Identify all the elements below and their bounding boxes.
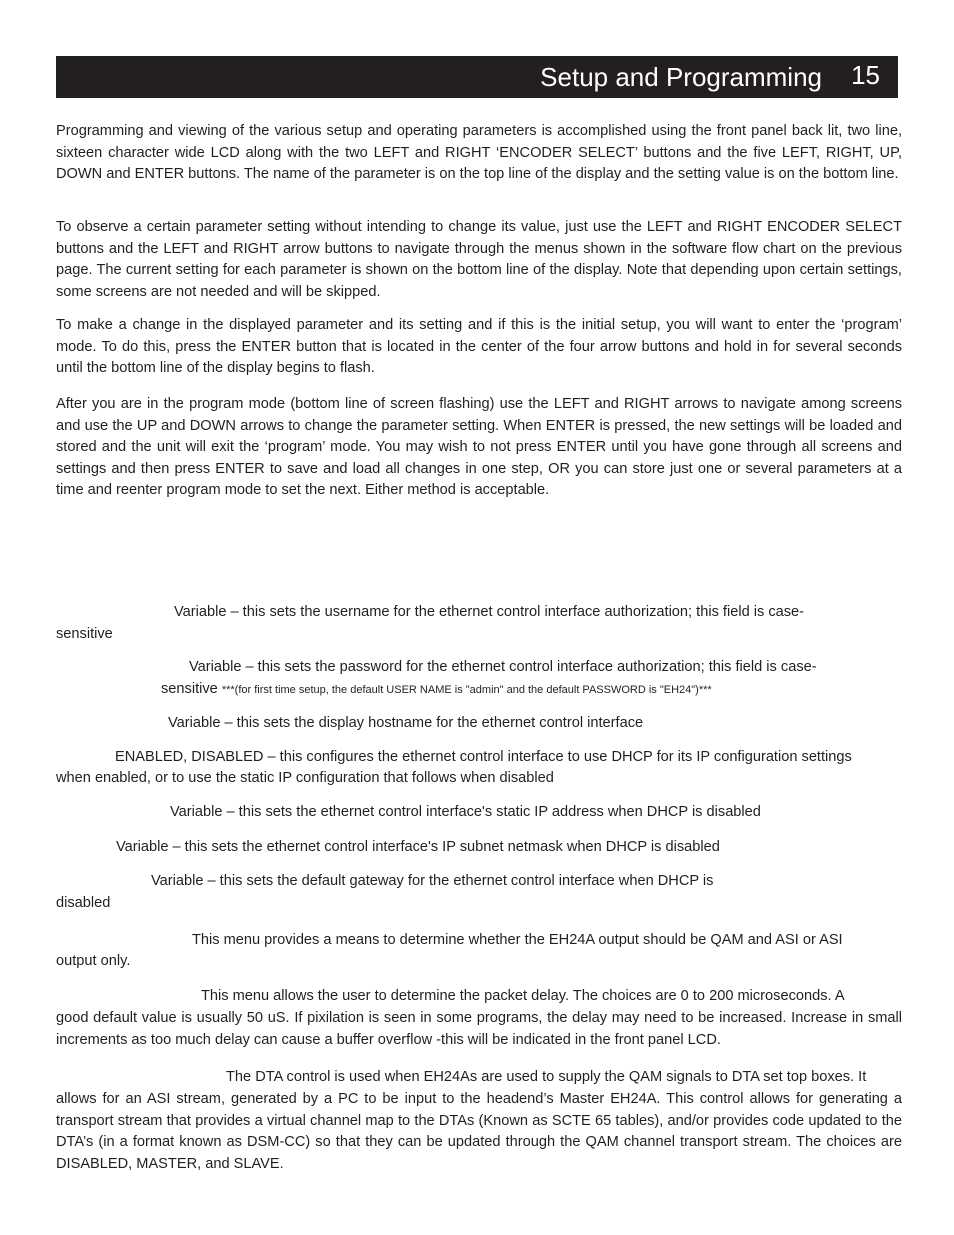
packet-delay-definition-body: good default value is usually 50 uS. If pixilation is seen in some programs, the delay may need to be increased. Increase in small increments as too much delay can cause a buffer overflow -this will be indicated in the front panel LCD. bbox=[56, 1010, 902, 1048]
gateway-definition-line1: Variable – this sets the default gateway for the ethernet control interface when DHCP is bbox=[151, 873, 714, 889]
username-definition-line2: sensitive bbox=[56, 626, 113, 642]
intro-paragraph-2: To observe a certain parameter setting without intending to change its value, just use the LEFT and RIGHT ENCODER SELECT buttons and the LEFT and RIGHT arrow buttons to navigate through the menus shown in the software flow chart on the previous page. The current setting for each parameter is shown on the bottom line of the display. Note that depending upon certain settings, some screens are not needed and will be skipped. bbox=[56, 219, 902, 300]
dta-control-definition-line1: The DTA control is used when EH24As are used to supply the QAM signals to DTA set top boxes. It bbox=[226, 1069, 867, 1085]
netmask-definition: Variable – this sets the ethernet control interface's IP subnet netmask when DHCP is disabled bbox=[116, 839, 720, 855]
intro-paragraph-4: After you are in the program mode (bottom line of screen flashing) use the LEFT and RIGHT arrows to navigate among screens and use the UP and DOWN arrows to change the parameter setting. When ENTER is pressed, the new settings will be loaded and stored and the unit will exit the ‘program’ mode. You may wish to not press ENTER until you have gone through all screens and settings and then press ENTER to save and load all changes in one step, OR you can store just one or several parameters at a time and reenter program mode to set the next. Either method is acceptable. bbox=[56, 396, 902, 498]
dhcp-definition-line2: when enabled, or to use the static IP configuration that follows when disabled bbox=[56, 770, 554, 786]
hostname-definition: Variable – this sets the display hostname for the ethernet control interface bbox=[168, 715, 644, 731]
header-bar bbox=[56, 56, 898, 98]
intro-paragraph-3: To make a change in the displayed parameter and its setting and if this is the initial setup, you will want to enter the ‘program’ mode. To do this, press the ENTER button that is located in the center of the four arrow buttons and hold in for several seconds until the bottom line of the display begins to flash. bbox=[56, 317, 902, 376]
username-definition-line1: Variable – this sets the username for the ethernet control interface authorization; this field is case- bbox=[174, 604, 805, 620]
default-credentials-note: ***(for first time setup, the default USER NAME is "admin" and the default PASSWORD is "EH24")*** bbox=[221, 684, 712, 696]
password-definition-sensitive: sensitive bbox=[161, 681, 218, 697]
page-title: Setup and Programming bbox=[540, 62, 822, 92]
password-definition-line1: Variable – this sets the password for the ethernet control interface authorization; this field is case- bbox=[189, 659, 817, 675]
dta-control-definition-body: allows for an ASI stream, generated by a PC to be input to the headend’s Master EH24A. This control allows for generating a transport stream that provides a virtual channel map to the DTAs (Known as SCTE 65 tables), and/or provides code updated to the DTA’s (in a format known as DSM-CC) so that they can be updated through the QAM channel transport stream. The choices are DISABLED, MASTER, and SLAVE. bbox=[56, 1091, 902, 1172]
dhcp-definition-line1: ENABLED, DISABLED – this configures the ethernet control interface to use DHCP for its IP configuration settings bbox=[115, 749, 852, 765]
output-mode-definition-line1: This menu provides a means to determine whether the EH24A output should be QAM and ASI or ASI bbox=[192, 932, 843, 948]
ip-address-definition: Variable – this sets the ethernet control interface's static IP address when DHCP is disabled bbox=[170, 804, 761, 820]
packet-delay-definition-line1: This menu allows the user to determine the packet delay. The choices are 0 to 200 microseconds. A bbox=[201, 988, 845, 1004]
gateway-definition-line2: disabled bbox=[56, 895, 111, 911]
intro-paragraph-1: Programming and viewing of the various setup and operating parameters is accomplished using the front panel back lit, two line, sixteen character wide LCD along with the two LEFT and RIGHT ‘ENCODER SELECT’ buttons and the five LEFT, RIGHT, UP, DOWN and ENTER buttons. The name of the parameter is on the top line of the display and the setting value is on the bottom line. bbox=[56, 123, 902, 182]
page-number: 15 bbox=[851, 60, 880, 90]
output-mode-definition-line2: output only. bbox=[56, 953, 131, 969]
password-definition-line2 bbox=[161, 679, 712, 702]
